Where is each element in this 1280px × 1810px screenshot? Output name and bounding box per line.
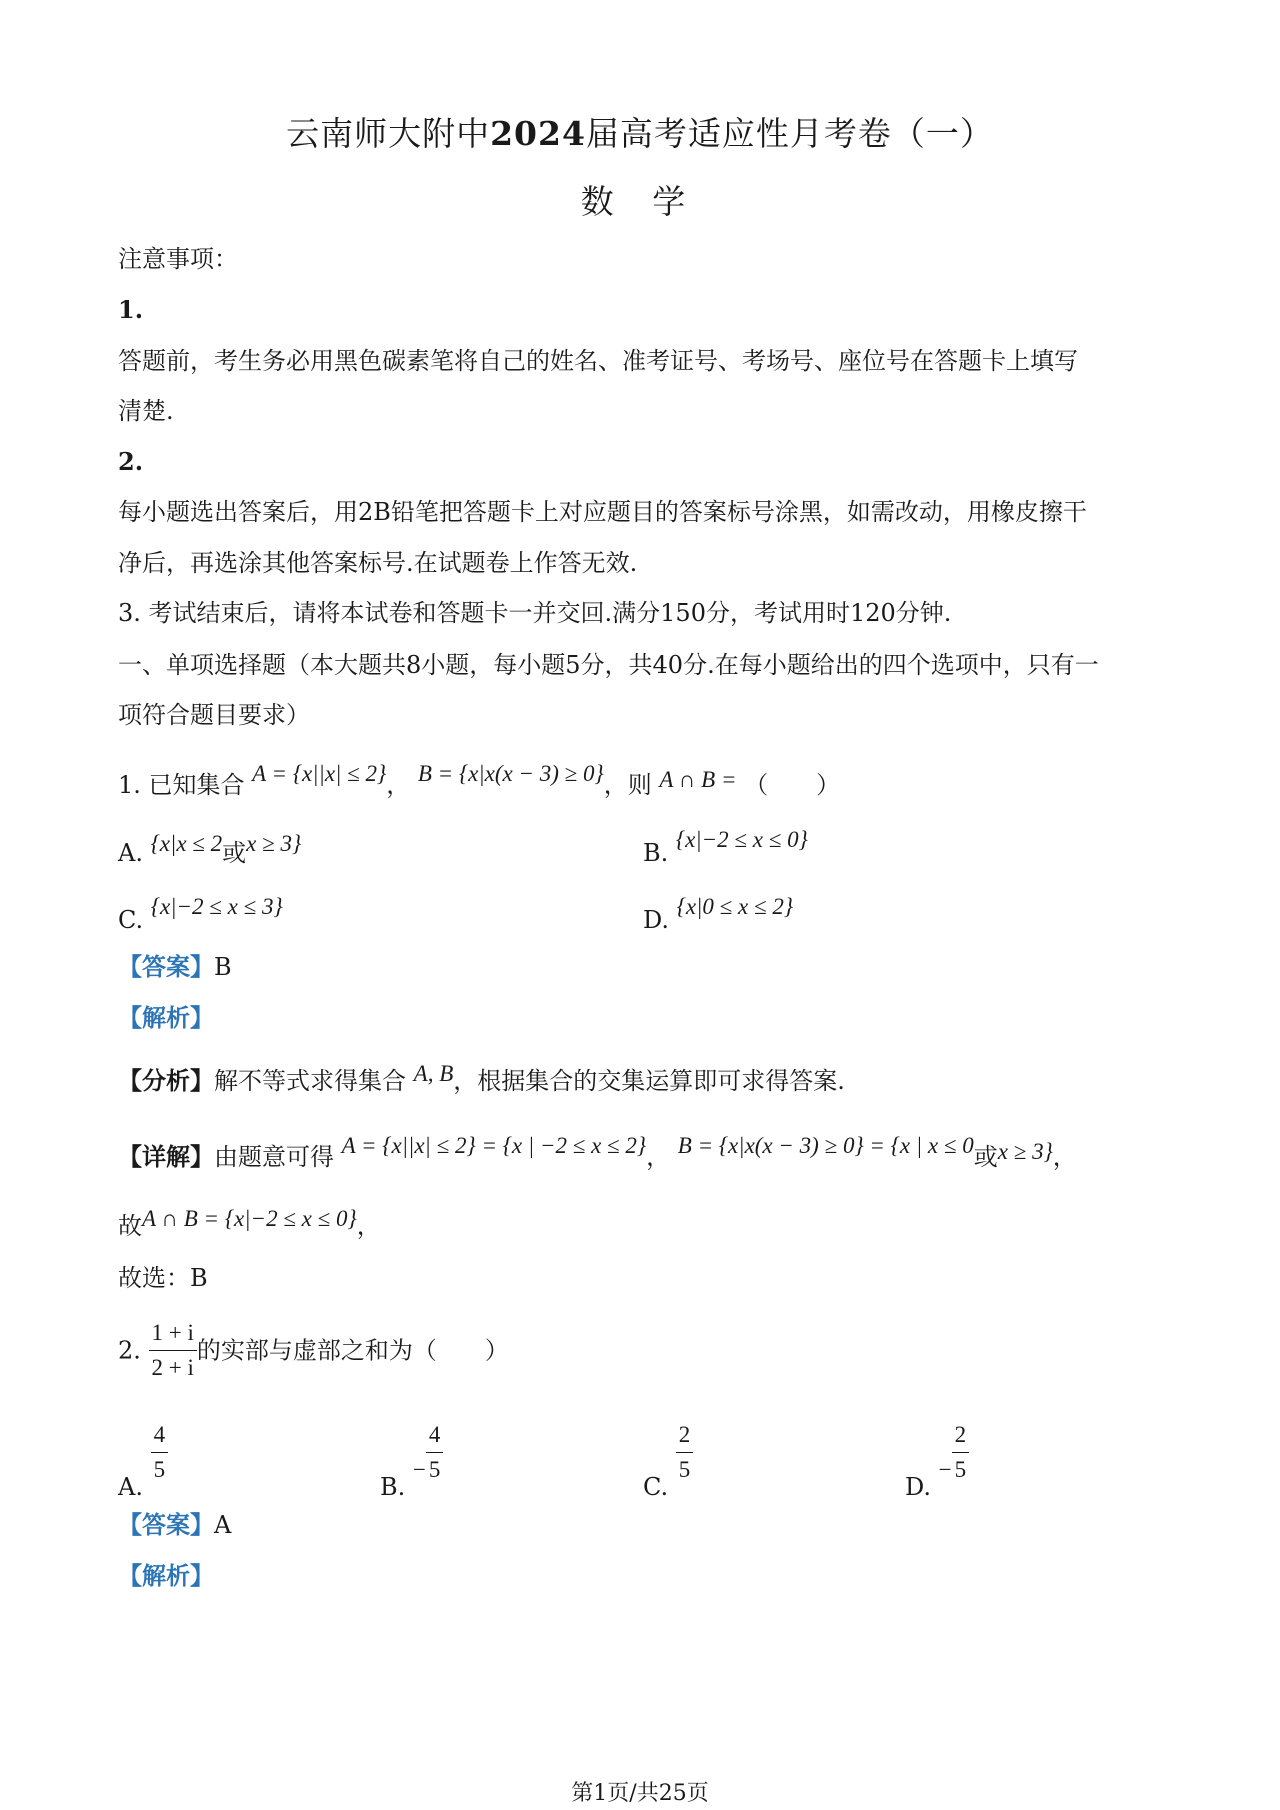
q1-analysis-tag: 【解析】 [118,1003,214,1032]
q1-option-a-or: 或 [222,839,247,867]
q2-option-c-frac [676,1420,694,1485]
q2-option-a-frac [151,1420,169,1485]
q2-option-d-frac [952,1420,970,1485]
title-suffix: 届高考适应性月考卷（一） [585,114,994,153]
q1-therefore-end: ， [356,1212,381,1240]
q1-xj-math3: x ≥ 3} [997,1139,1053,1164]
q1-then: ，则 [603,771,652,799]
q1-xj-math2: B = {x|x(x − 3) ≥ 0} = {x | x ≤ 0 [677,1133,974,1158]
q1-fenxi [118,1061,845,1097]
q1-choose: 故选：B [118,1264,208,1292]
notice-item1-line1: 答题前，考生务必用黑色碳素笔将自己的姓名、准考证号、考场号、座位号在答题卡上填写 [118,347,1078,375]
q2-text: 的实部与虚部之和为（ ） [196,1336,509,1365]
q1-option-a-math1: {x|x ≤ 2 [150,831,223,856]
notice-item2-num: 2. [118,447,144,476]
notice-item3: 3. 考试结束后，请将本试卷和答题卡一并交回.满分150分，考试用时120分钟. [118,599,952,627]
notice-item1-num: 1. [118,295,144,324]
q2-option-b [380,1420,443,1502]
q1-option-c-math: {x|−2 ≤ x ≤ 3} [150,894,283,919]
q2-option-d-sign: − [938,1457,952,1482]
q2-analysis-tag: 【解析】 [118,1561,214,1590]
q2-option-b-frac [426,1420,444,1485]
q2-option-a [118,1420,168,1502]
q1-set-b: B = {x|x(x − 3) ≥ 0} [417,761,604,786]
question-1-stem [118,761,841,801]
q1-therefore-text: 故 [118,1212,142,1240]
q2-num: 2. [118,1336,141,1365]
q2-option-c-num: 2 [676,1420,694,1453]
title-year: 2024 [490,114,586,153]
question-2-stem [118,1318,509,1383]
q2-option-b-label: B. [380,1473,406,1501]
q2-answer [118,1510,231,1540]
q1-comma: ， [386,771,411,799]
q1-option-b-label: B. [643,839,669,867]
q1-xj-math1: A = {x||x| ≤ 2} = {x | −2 ≤ x ≤ 2} [341,1133,647,1158]
q1-fenxi-text2: ，根据集合的交集运算即可求得答案. [453,1067,845,1095]
q2-fraction [149,1318,197,1383]
q2-option-b-num: 4 [426,1420,444,1453]
q1-therefore-math: A ∩ B = {x|−2 ≤ x ≤ 0} [142,1206,357,1231]
q1-prefix: 1. 已知集合 [118,771,245,799]
q1-paren: （ ） [744,771,841,799]
q1-option-c-label: C. [118,906,144,934]
q1-xiangjie-tag: 【详解】 [118,1142,214,1171]
q1-option-a-label: A. [118,839,143,867]
notice-item2-line1: 每小题选出答案后，用2B铅笔把答题卡上对应题目的答案标号涂黑，如需改动，用橡皮擦干 [118,498,1087,526]
section-header-line1: 一、单项选择题（本大题共8小题，每小题5分，共40分.在每小题给出的四个选项中，只有一 [118,651,1099,679]
q2-answer-value: A [214,1511,232,1539]
q1-option-d-math: {x|0 ≤ x ≤ 2} [676,894,794,919]
q2-fraction-numerator: 1 + i [149,1318,197,1351]
q2-fraction-denominator: 2 + i [151,1355,194,1380]
notice-item2-line2: 净后，再选涂其他答案标号.在试题卷上作答无效. [118,549,638,577]
q1-option-a [118,831,302,869]
q1-option-b-math: {x|−2 ≤ x ≤ 0} [675,827,808,852]
q2-option-a-label: A. [118,1473,143,1501]
q1-xj-or: 或 [973,1143,998,1171]
page-footer: 第1页/共25页 [571,1781,709,1806]
notice-item1-line2: 清楚. [118,397,174,425]
q1-xj-end: ， [1052,1143,1077,1171]
q1-therefore [118,1206,381,1242]
q1-fenxi-text1: 解不等式求得集合 [214,1067,406,1095]
q1-xiangjie-line1 [118,1133,1077,1173]
q1-answer-value: B [214,953,232,981]
q1-set-a: A = {x||x| ≤ 2} [252,761,387,786]
q2-option-d-label: D. [905,1473,932,1501]
q2-option-d-num: 2 [952,1420,970,1453]
q2-option-b-den: 5 [428,1457,441,1482]
q2-option-c [643,1420,693,1502]
q1-fenxi-tag: 【分析】 [118,1066,214,1095]
q1-option-c [118,894,283,936]
q2-answer-tag: 【答案】 [118,1510,214,1539]
q2-option-c-den: 5 [678,1457,691,1482]
q1-fenxi-math: A, B [413,1061,454,1086]
q2-option-a-den: 5 [153,1457,166,1482]
q1-option-d-label: D. [643,906,670,934]
q2-option-a-num: 4 [151,1420,169,1453]
q1-answer-tag: 【答案】 [118,952,214,981]
q1-xiangjie-text: 由题意可得 [214,1143,334,1171]
q2-option-c-label: C. [643,1473,669,1501]
q2-option-d-den: 5 [954,1457,967,1482]
q1-xj-comma: ， [646,1143,671,1171]
section-header-line2: 项符合题目要求） [118,701,310,729]
q1-option-d [643,894,794,936]
notice-heading: 注意事项： [118,245,238,273]
exam-subject: 数 学 [580,182,700,221]
q1-expr: A ∩ B = [659,767,737,792]
exam-title [0,108,1280,155]
title-prefix: 云南师大附中 [286,114,491,153]
q1-answer [118,952,232,982]
q2-option-b-sign: − [412,1457,426,1482]
q1-option-b [643,827,808,869]
q2-option-d [905,1420,969,1502]
q1-option-a-math2: x ≥ 3} [246,831,302,856]
